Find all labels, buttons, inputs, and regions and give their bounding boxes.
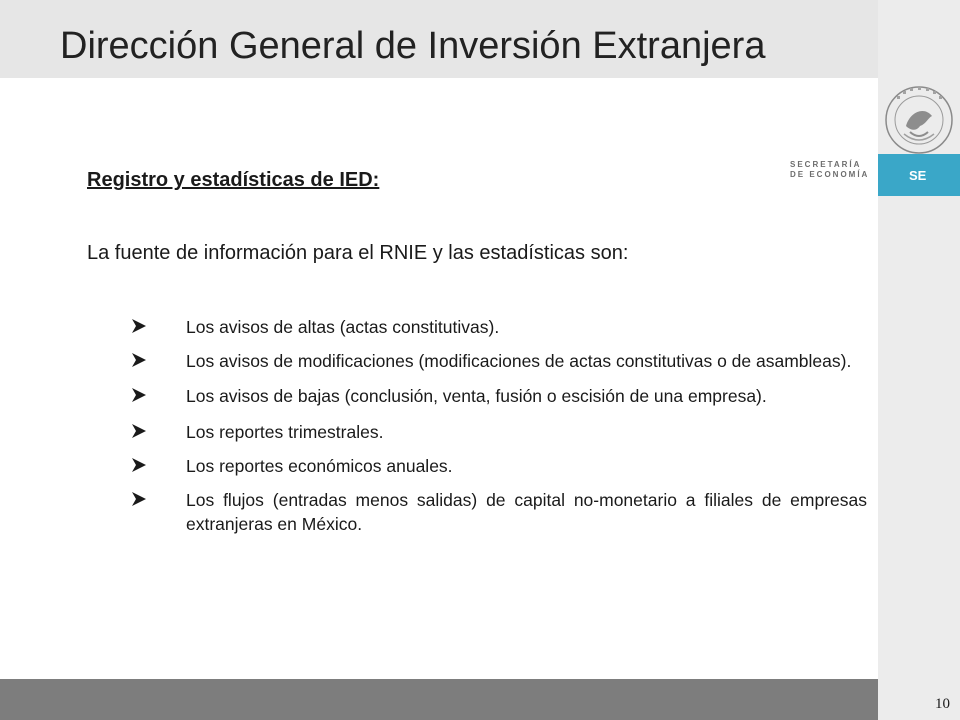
list-item: [130, 488, 867, 536]
slide-title: Dirección General de Inversión Extranjera: [60, 25, 766, 67]
arrow-bullet-icon: [130, 317, 148, 335]
arrow-bullet-icon: [130, 490, 148, 508]
list-item: [130, 349, 867, 373]
secretaria-line1: SECRETARÍA: [790, 160, 862, 169]
arrow-bullet-icon: [130, 422, 148, 440]
list-item: [130, 315, 867, 339]
list-item: [130, 454, 867, 478]
se-badge: SE: [878, 154, 960, 196]
list-item: [130, 420, 867, 444]
footer-bar: [0, 679, 878, 720]
slide-content: [87, 160, 867, 534]
secretaria-line2: DE ECONOMÍA: [790, 170, 870, 179]
list-item: [130, 384, 867, 408]
intro-text: La fuente de información para el RNIE y las estadísticas son:: [87, 242, 629, 264]
list-item-text: Los avisos de modificaciones (modificaciones de actas constitutivas o de asambleas).: [186, 351, 852, 371]
section-heading: Registro y estadísticas de IED:: [87, 169, 380, 191]
arrow-bullet-icon: [130, 351, 148, 369]
list-item-text: Los avisos de altas (actas constitutivas).: [186, 317, 500, 337]
arrow-bullet-icon: [130, 386, 148, 404]
mexican-seal-icon: [880, 82, 958, 160]
list-item-text: Los flujos (entradas menos salidas) de capital no-monetario a filiales de empresas extranjeras en México.: [186, 490, 867, 534]
list-item-text: Los reportes trimestrales.: [186, 422, 384, 442]
list-item-text: Los reportes económicos anuales.: [186, 456, 453, 476]
list-item-text: Los avisos de bajas (conclusión, venta, fusión o escisión de una empresa).: [186, 386, 767, 406]
arrow-bullet-icon: [130, 456, 148, 474]
bullet-list: [130, 315, 867, 536]
page-number: 10: [935, 696, 950, 712]
